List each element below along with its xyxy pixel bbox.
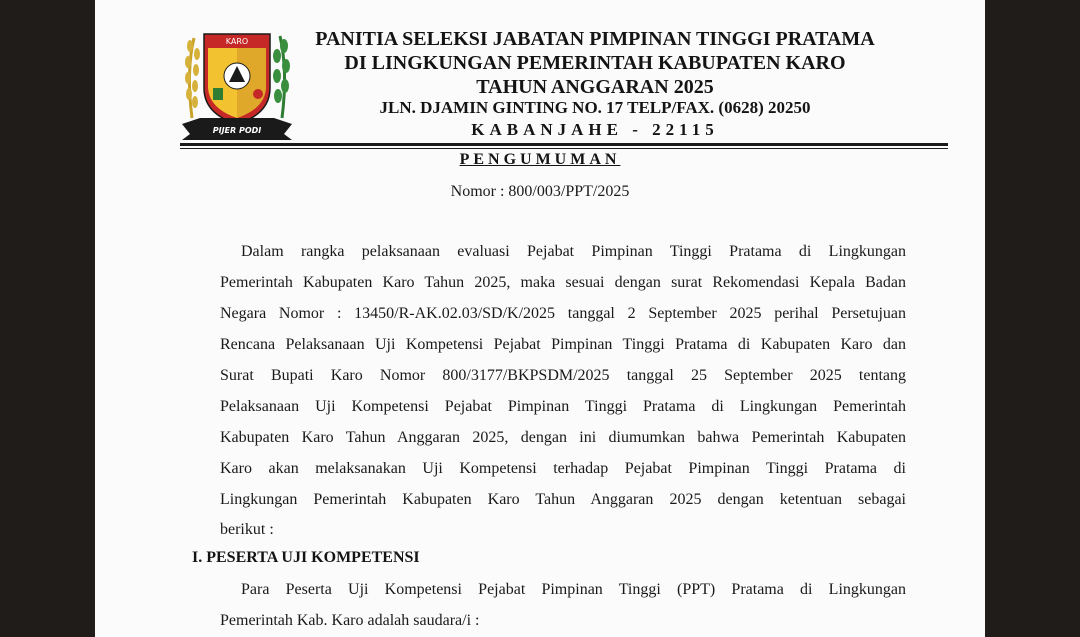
letterhead-rule-thin: [180, 148, 948, 149]
paragraph-line: Dalam rangka pelaksanaan evaluasi Pejabat Pimpinan Tinggi Pratama di Lingkungan: [241, 243, 906, 260]
paragraph-line: Negara Nomor : 13450/R-AK.02.03/SD/K/2025 tanggal 2 September 2025 perihal Persetujuan: [220, 305, 906, 322]
paragraph-line: Surat Bupati Karo Nomor 800/3177/BKPSDM/2025 tanggal 25 September 2025 tentang: [220, 367, 906, 384]
letterhead-rule-thick: [180, 143, 948, 146]
paragraph-line: Karo akan melaksanakan Uji Kompetensi terhadap Pejabat Pimpinan Tinggi Pratama di: [220, 460, 906, 477]
paragraph-line: Rencana Pelaksanaan Uji Kompetensi Pejabat Pimpinan Tinggi Pratama di Kabupaten Karo dan: [220, 336, 906, 353]
paragraph-line: Pemerintah Kabupaten Karo Tahun 2025, maka sesuai dengan surat Rekomendasi Kepala Badan: [220, 274, 906, 291]
paragraph-line: Pelaksanaan Uji Kompetensi Pejabat Pimpinan Tinggi Pratama di Lingkungan Pemerintah: [220, 398, 906, 415]
paragraph-line: Lingkungan Pemerintah Kabupaten Karo Tahun Anggaran 2025 dengan ketentuan sebagai: [220, 491, 906, 508]
document-title: PENGUMUMAN: [459, 151, 621, 168]
letterhead-address: JLN. DJAMIN GINTING NO. 17 TELP/FAX. (0628) 20250: [379, 98, 811, 117]
letterhead-committee-name: PANITIA SELEKSI JABATAN PIMPINAN TINGGI PRATAMA: [315, 28, 875, 50]
svg-text:KARO: KARO: [225, 37, 249, 46]
letterhead-fiscal-year: TAHUN ANGGARAN 2025: [476, 76, 714, 98]
letterhead-city: KABANJAHE - 22115: [471, 120, 719, 139]
letterhead-government-name: DI LINGKUNGAN PEMERINTAH KABUPATEN KARO: [344, 52, 846, 74]
svg-text:PIJER PODI: PIJER PODI: [212, 126, 262, 135]
paragraph-line: Kabupaten Karo Tahun Anggaran 2025, dengan ini diumumkan bahwa Pemerintah Kabupaten: [220, 429, 906, 446]
paragraph-line: berikut :: [220, 521, 274, 538]
section-heading-participants: I. PESERTA UJI KOMPETENSI: [192, 549, 420, 566]
document-number: Nomor : 800/003/PPT/2025: [450, 183, 630, 200]
document-page: [95, 0, 985, 637]
section-paragraph-line: Para Peserta Uji Kompetensi Pejabat Pimpinan Tinggi (PPT) Pratama di Lingkungan: [241, 581, 906, 598]
section-paragraph-line: Pemerintah Kab. Karo adalah saudara/i :: [220, 612, 480, 629]
